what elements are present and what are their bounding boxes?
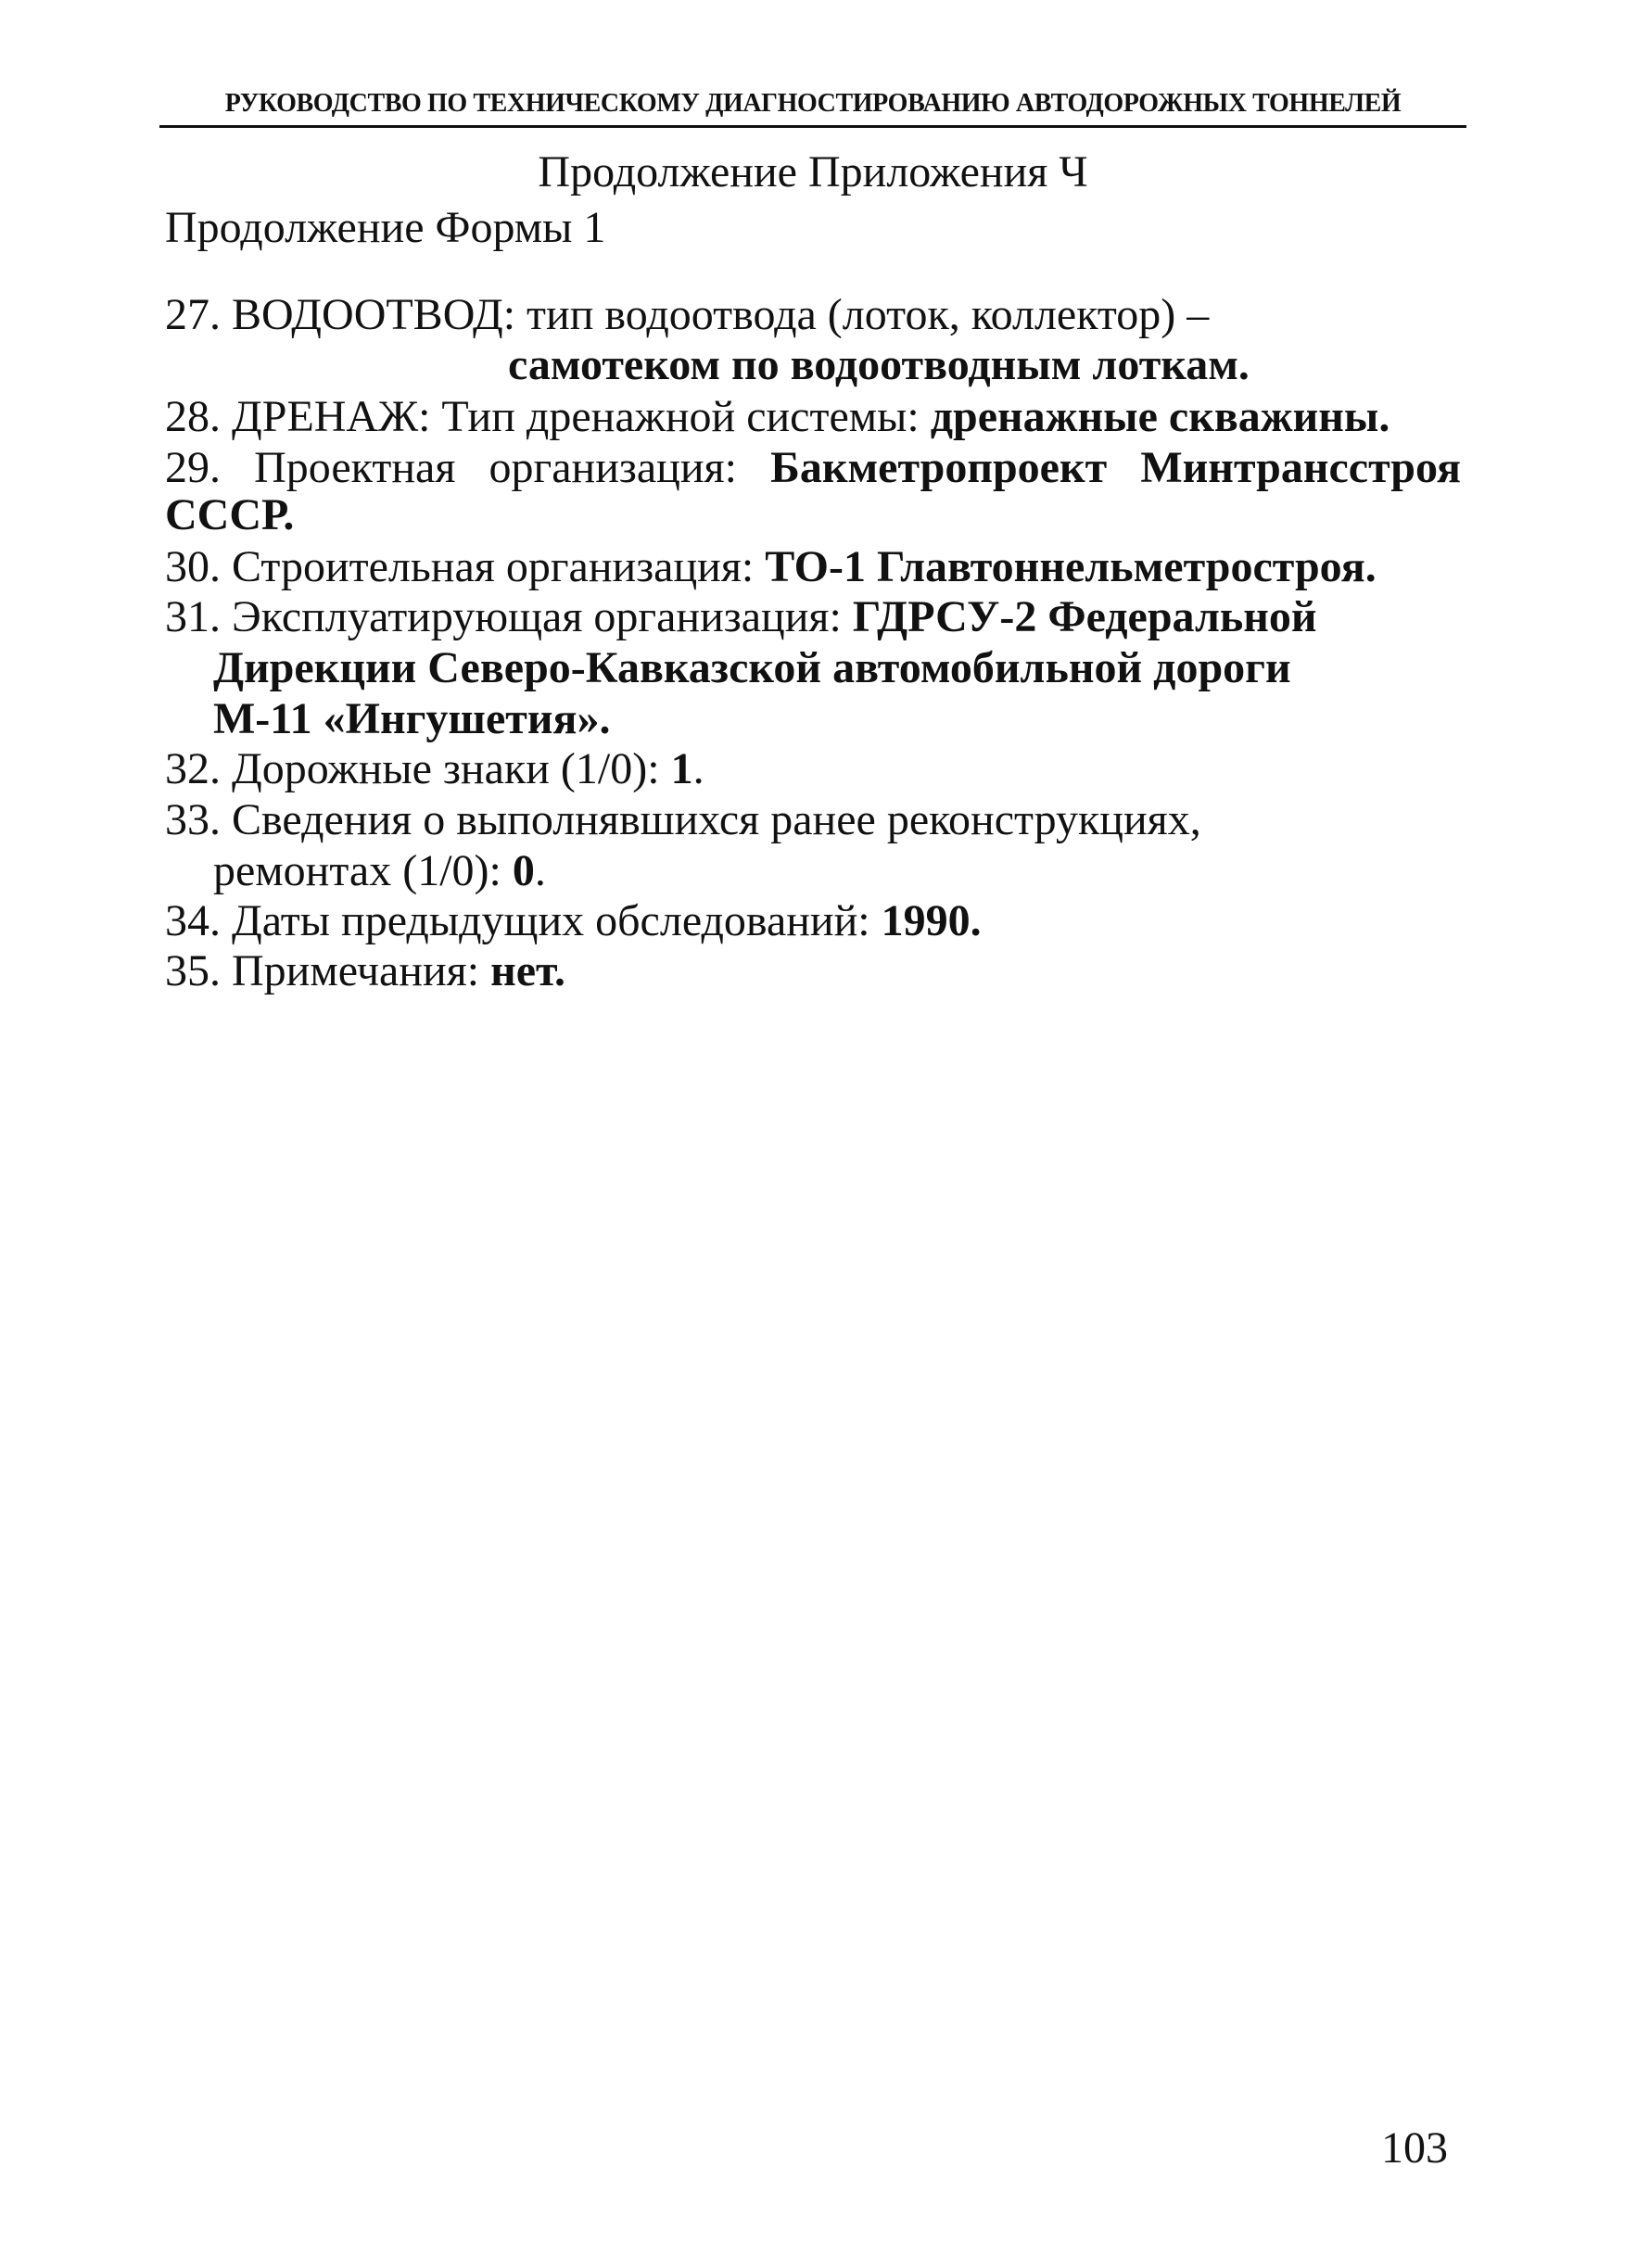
item-35-label: 35. Примечания: — [165, 946, 491, 995]
item-28-line — [165, 391, 1390, 443]
item-33-value: 0 — [512, 846, 535, 895]
item-29-label: 29. Проектная организация: — [165, 443, 771, 492]
item-29-value-cont: СССР. — [165, 490, 295, 539]
item-30-label: 30. Строительная организация: — [165, 542, 766, 591]
item-31-value-cont2: М-11 «Ингушетия». — [213, 694, 611, 743]
item-31-label: 31. Эксплуатирующая организация: — [165, 592, 853, 641]
item-33-cont-line — [213, 845, 546, 897]
item-28-label: 28. ДРЕНАЖ: Тип дренажной системы: — [165, 392, 931, 441]
item-33-line — [165, 794, 1201, 846]
item-35-line — [165, 945, 565, 997]
item-31-value-cont2-line — [213, 693, 610, 745]
item-27-label: 27. ВОДООТВОД: тип водоотвода (лоток, коллектор) – — [165, 290, 1210, 339]
item-32-tail: . — [692, 744, 704, 793]
page-number: 103 — [1381, 2123, 1448, 2173]
item-34-value: 1990. — [881, 896, 982, 945]
item-27-line — [165, 289, 1209, 341]
item-33-label: 33. Сведения о выполнявшихся ранее реконструкциях, — [165, 795, 1201, 844]
item-35-value: нет. — [490, 946, 566, 995]
item-27-value-line — [508, 339, 1250, 391]
item-32-line — [165, 743, 704, 795]
item-30-value: ТО-1 Главтоннельметростроя. — [765, 542, 1377, 591]
item-34-line — [165, 895, 982, 947]
running-header-title: РУКОВОДСТВО ПО ТЕХНИЧЕСКОМУ ДИАГНОСТИРОВАНИЮ АВТОДОРОЖНЫХ ТОННЕЛЕЙ — [224, 89, 1402, 118]
item-33-tail: . — [534, 846, 546, 895]
item-34-label: 34. Даты предыдущих обследований: — [165, 896, 882, 945]
header-divider — [159, 125, 1466, 128]
form-title: Продолжение Формы 1 — [165, 203, 606, 252]
item-29-line — [165, 442, 1461, 494]
item-31-value: ГДРСУ-2 Федеральной — [852, 592, 1317, 641]
item-32-value: 1 — [670, 744, 693, 793]
item-27-value: самотеком по водоотводным лоткам. — [508, 340, 1250, 389]
item-31-line — [165, 591, 1317, 643]
item-28-value: дренажные скважины. — [930, 392, 1390, 441]
item-32-label: 32. Дорожные знаки (1/0): — [165, 744, 671, 793]
item-31-value-cont1-line — [213, 642, 1291, 694]
item-29-value: Бакметропроект Минтрансстроя — [770, 443, 1461, 492]
item-33-label-cont: ремонтах (1/0): — [213, 846, 513, 895]
appendix-title: Продолжение Приложения Ч — [538, 147, 1088, 196]
item-29-value-cont-line — [165, 489, 294, 541]
item-30-line — [165, 541, 1377, 593]
item-31-value-cont1: Дирекции Северо-Кавказской автомобильной дороги — [213, 643, 1291, 692]
